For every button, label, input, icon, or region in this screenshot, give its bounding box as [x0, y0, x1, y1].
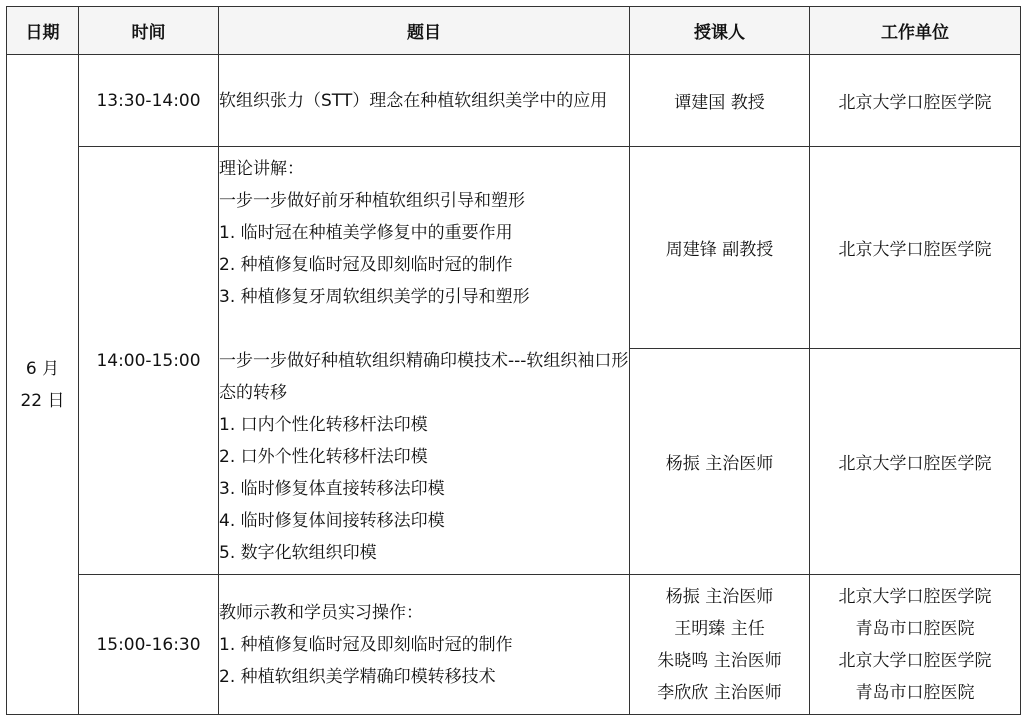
- unit-name: 青岛市口腔医院: [855, 618, 975, 639]
- lecturer-name: 朱晓鸣 主治医师: [657, 650, 782, 671]
- topic-item: 2. 口外个性化转移杆法印模: [219, 446, 428, 467]
- spacer: [219, 313, 629, 345]
- header-lecturer: 授课人: [630, 7, 810, 55]
- schedule-table: [6, 6, 1021, 715]
- topic-item: 1. 临时冠在种植美学修复中的重要作用: [219, 222, 513, 243]
- date-day: 22 日: [20, 390, 65, 411]
- lecturer-cell: 谭建国 教授: [630, 55, 810, 147]
- table-row: [7, 147, 1021, 349]
- lecturer-cell: [630, 575, 810, 715]
- topic-item: 5. 数字化软组织印模: [219, 542, 377, 563]
- topic-item: 1. 口内个性化转移杆法印模: [219, 414, 428, 435]
- topic-cell: [219, 55, 630, 147]
- topic-item: 2. 种植软组织美学精确印模转移技术: [219, 666, 496, 687]
- header-time: 时间: [79, 7, 219, 55]
- header-unit: 工作单位: [810, 7, 1021, 55]
- topic-item: 4. 临时修复体间接转移法印模: [219, 510, 445, 531]
- topic-item: 1. 种植修复临时冠及即刻临时冠的制作: [219, 634, 513, 655]
- unit-cell: 北京大学口腔医学院: [810, 55, 1021, 147]
- topic-subheading: 一步一步做好前牙种植软组织引导和塑形: [219, 190, 525, 211]
- lecturer-cell: 周建锋 副教授: [630, 147, 810, 349]
- time-cell: 14:00-15:00: [79, 147, 219, 575]
- topic-item: 3. 临时修复体直接转移法印模: [219, 478, 445, 499]
- header-date: 日期: [7, 7, 79, 55]
- time-cell: 13:30-14:00: [79, 55, 219, 147]
- unit-name: 青岛市口腔医院: [855, 682, 975, 703]
- lecturer-name: 李欣欣 主治医师: [657, 682, 782, 703]
- topic-cell: [219, 575, 630, 715]
- topic-heading: 一步一步做好种植软组织精确印模技术---软组织袖口形态的转移: [219, 350, 629, 403]
- lecturer-name: 王明臻 主任: [674, 618, 765, 639]
- unit-name: 北京大学口腔医学院: [838, 586, 992, 607]
- date-cell: [7, 55, 79, 715]
- topic-item: 3. 种植修复牙周软组织美学的引导和塑形: [219, 286, 530, 307]
- header-row: [7, 7, 1021, 55]
- table-row: [7, 575, 1021, 715]
- topic-heading: 理论讲解：: [219, 158, 304, 179]
- unit-name: 北京大学口腔医学院: [838, 650, 992, 671]
- lecturer-name: 杨振 主治医师: [665, 586, 774, 607]
- topic-text: 软组织张力（STT）理念在种植软组织美学中的应用: [219, 90, 608, 111]
- table-row: [7, 55, 1021, 147]
- topic-item: 2. 种植修复临时冠及即刻临时冠的制作: [219, 254, 513, 275]
- unit-cell: 北京大学口腔医学院: [810, 349, 1021, 575]
- time-cell: 15:00-16:30: [79, 575, 219, 715]
- topic-cell: [219, 147, 630, 575]
- lecturer-cell: 杨振 主治医师: [630, 349, 810, 575]
- topic-heading: 教师示教和学员实习操作：: [219, 602, 423, 623]
- unit-cell: [810, 575, 1021, 715]
- unit-cell: 北京大学口腔医学院: [810, 147, 1021, 349]
- date-month: 6 月: [25, 358, 60, 379]
- header-topic: 题目: [219, 7, 630, 55]
